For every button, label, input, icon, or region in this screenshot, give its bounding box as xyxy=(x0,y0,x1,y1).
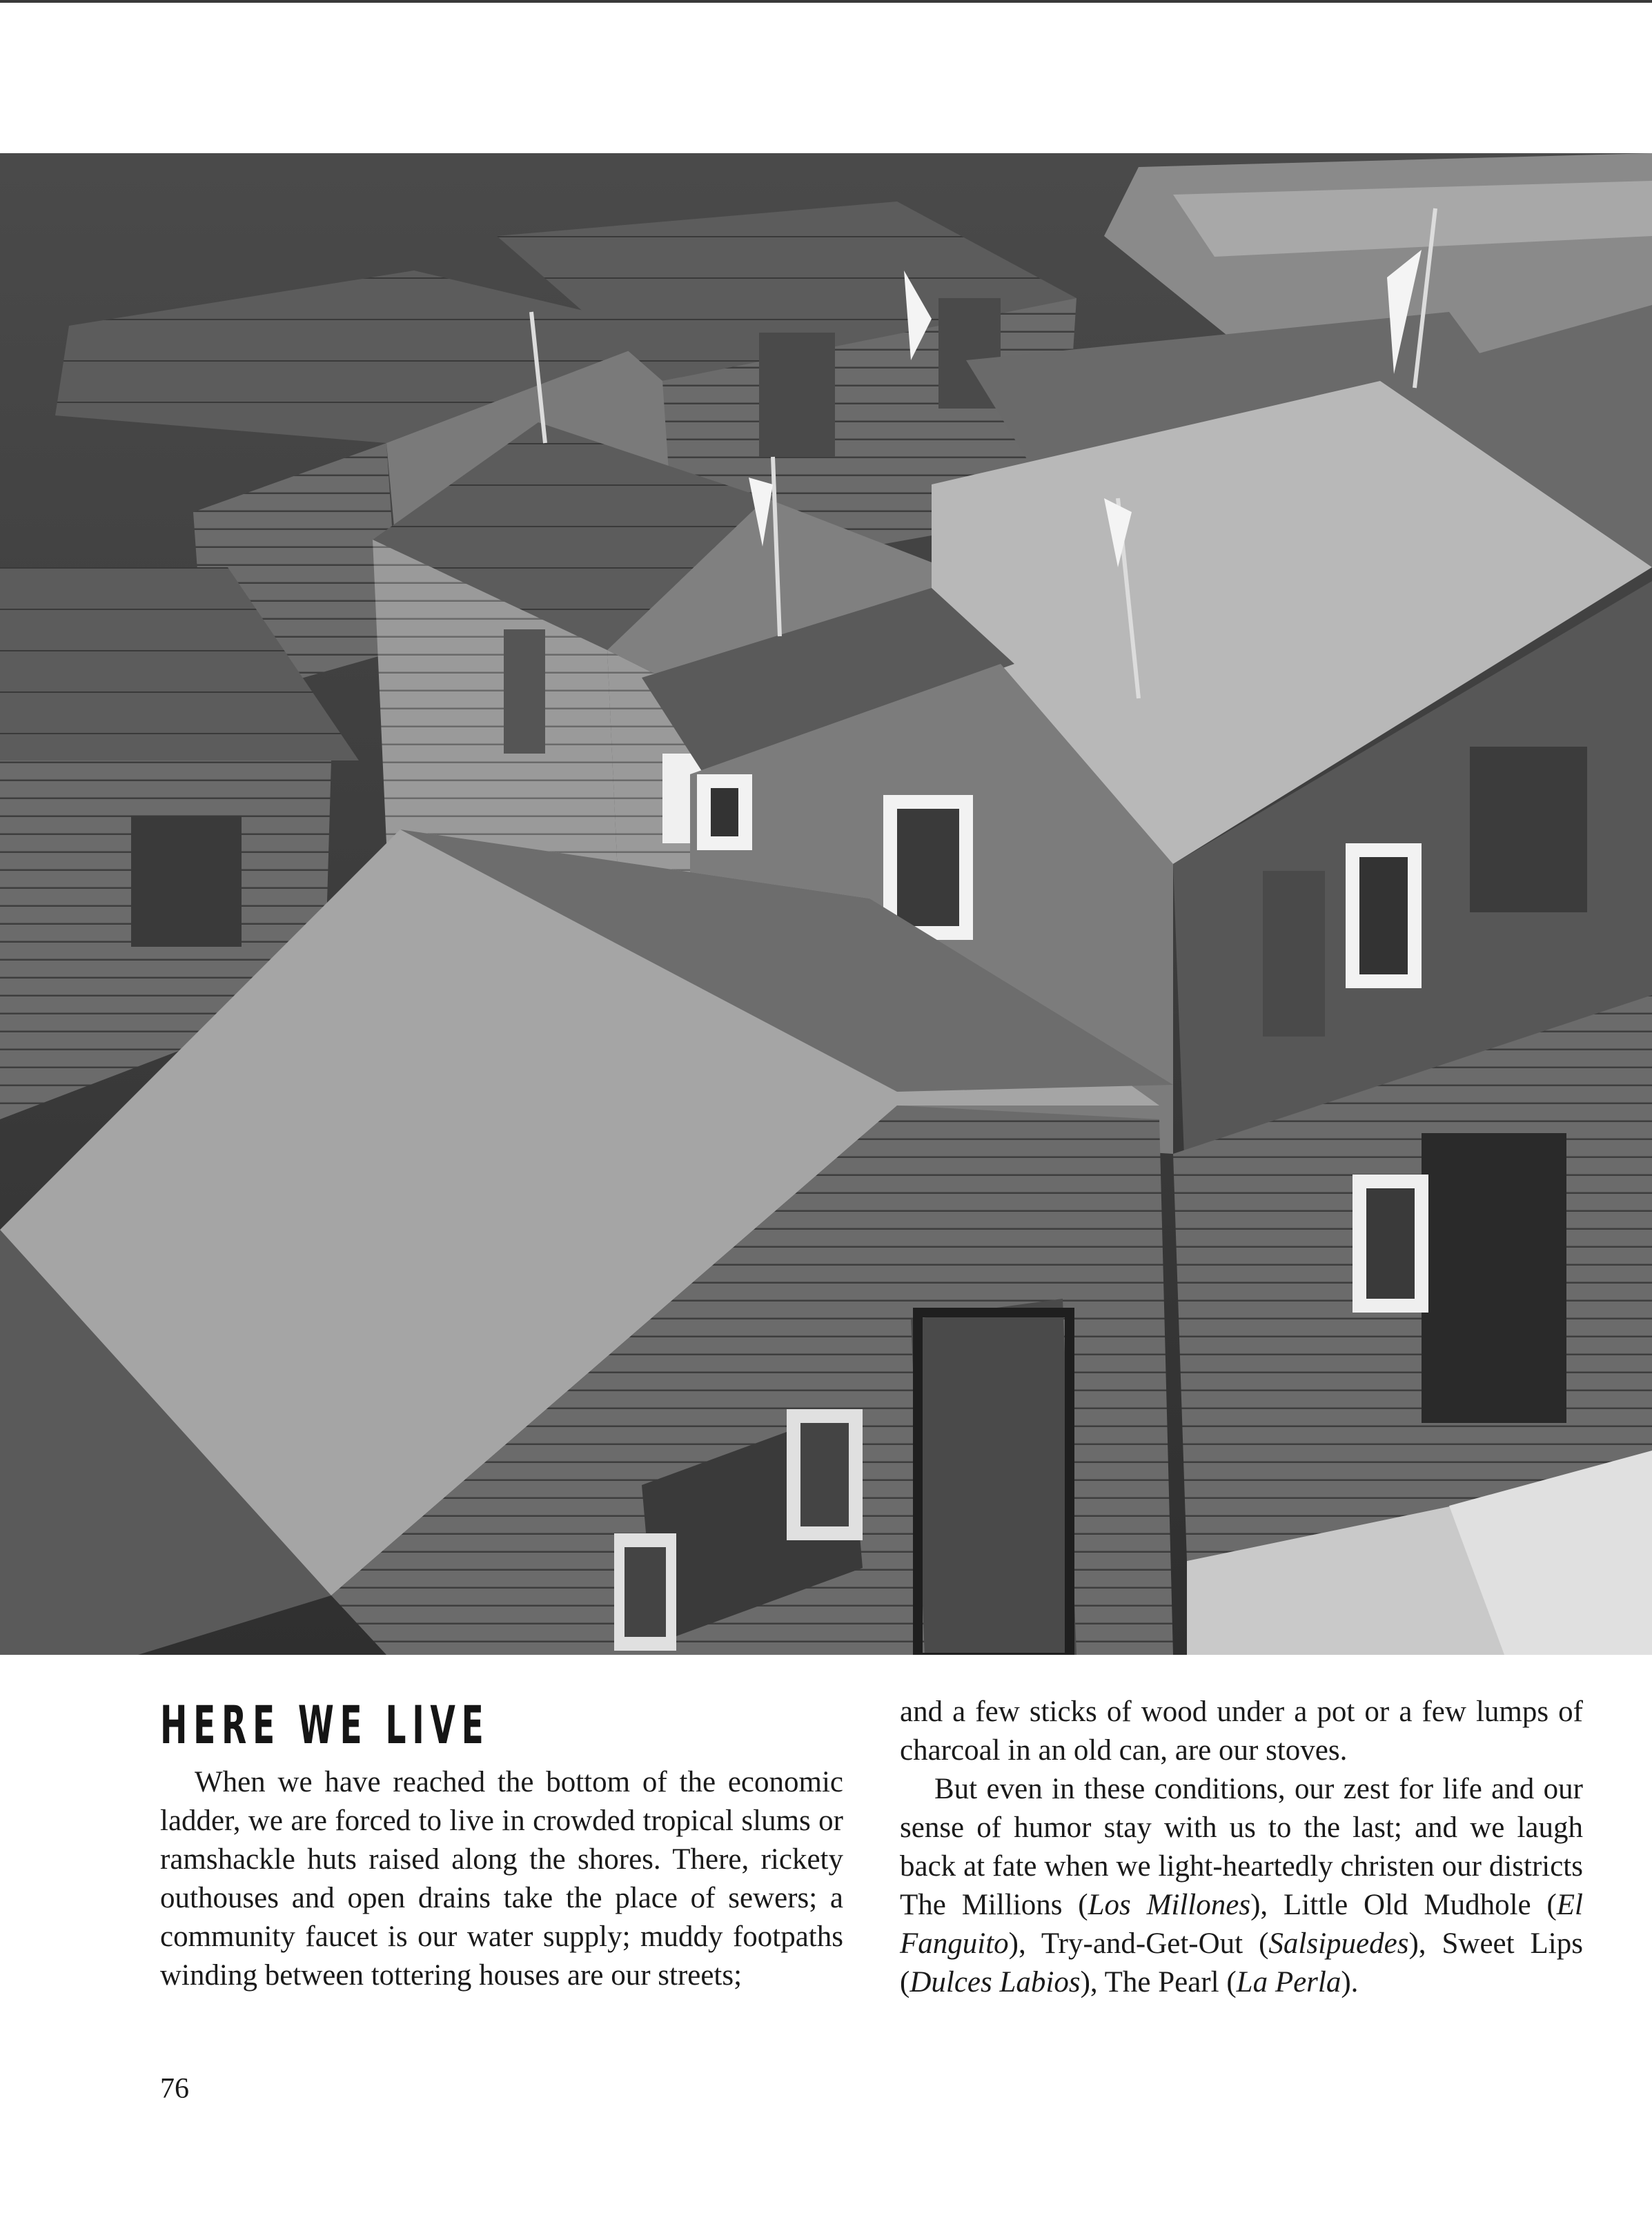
district-english-name: Try-and-Get-Out xyxy=(1041,1927,1243,1960)
slum-rooftops-photo xyxy=(0,153,1652,1655)
paragraph-2-intro: But even in these conditions, our zest for life and our sense of humor stay with us to the last; and we laugh back at fate when we light-heartedly christen our districts The Millions ( xyxy=(900,1773,1583,1921)
district-spanish-name: Los Millones xyxy=(1088,1889,1251,1921)
article-paragraph-2: But even in these conditions, our zest for life and our sense of humor stay with us to the last; and we laugh back at fate when we light-heartedly christen our districts The Millions (Los Millones), Little Old Mudhole (El Fanguito), Try-and-Get-Out (Salsipuedes), Sweet Lips (Dulces Labios), The Pearl (La Perla). xyxy=(900,1773,1583,1998)
district-spanish-name: Salsipuedes xyxy=(1268,1927,1409,1960)
article-headline: HERE WE LIVE xyxy=(160,1694,490,1756)
district-spanish-name: El Fanguito xyxy=(900,1889,1583,1960)
top-rule xyxy=(0,0,1652,3)
district-spanish-name: La Perla xyxy=(1236,1966,1341,1998)
district-english-name: Sweet Lips xyxy=(1442,1927,1583,1960)
article-paragraph-1-continued: and a few sticks of wood under a pot or a few lumps of charcoal in an old can, are our stoves. xyxy=(900,1696,1583,1767)
article-column-right xyxy=(900,1693,1583,2002)
district-spanish-name: Dulces Labios xyxy=(909,1966,1081,1998)
article-paragraph-1: When we have reached the bottom of the economic ladder, we are forced to live in crowded tropical slums or ramshackle huts raised along the shores. There, rickety outhouses and open drains take the place of sewers; a community faucet is our water supply; muddy footpaths winding between tottering houses are our streets; xyxy=(160,1766,843,1992)
district-english-name: The Pearl xyxy=(1104,1966,1219,1998)
district-english-name: Little Old Mudhole xyxy=(1284,1889,1531,1921)
page-number: 76 xyxy=(160,2073,189,2105)
article-column-left xyxy=(160,1763,843,1995)
photo-illustration xyxy=(0,153,1652,1655)
